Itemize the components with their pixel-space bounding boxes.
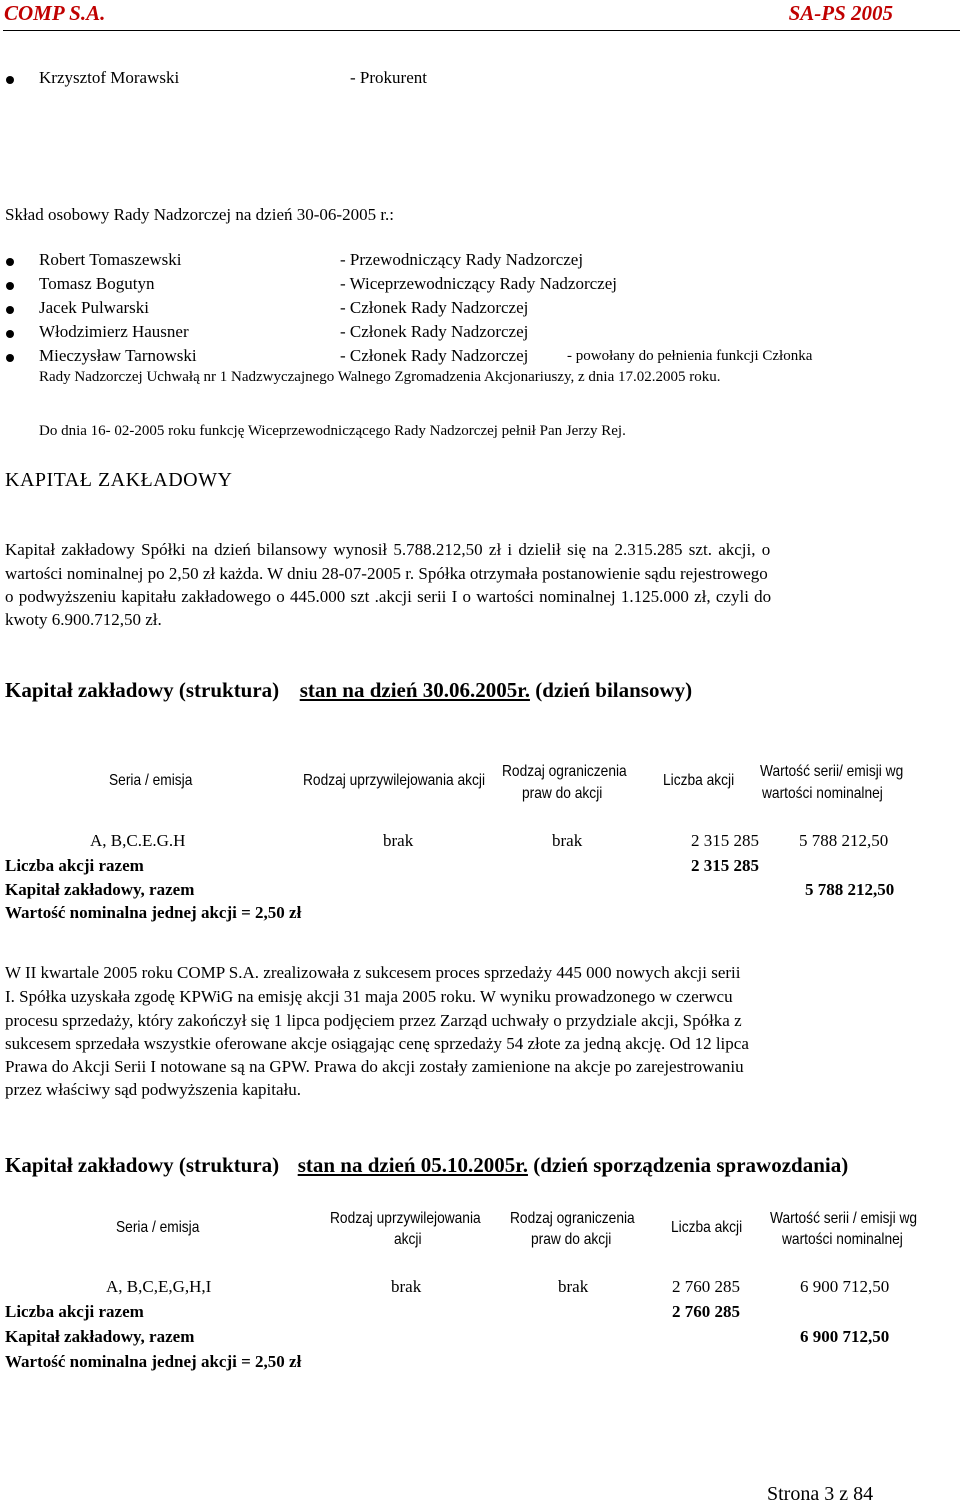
total-count: 2 760 285 [672, 1302, 740, 1321]
board-note-vice: Do dnia 16- 02-2005 roku funkcję Wiceprzewodniczącego Rady Nadzorczej pełnił Pan Jerzy Rej. [39, 423, 626, 439]
col-header-count: Liczba akcji [671, 1219, 743, 1236]
structure1-title-date: stan na dzień 30.06.2005r. [299, 678, 530, 702]
board-member-role: - Członek Rady Nadzorczej [340, 322, 529, 341]
header-divider [3, 30, 960, 31]
board-member-name: Jacek Pulwarski [39, 298, 150, 317]
total-count-label: Liczba akcji razem [5, 856, 144, 875]
capital-line: o podwyższeniu kapitału zakładowego o 445.000 szt .akcji serii I o wartości nominalnej 1.125.000 zł, czyli do [5, 587, 772, 606]
paragraph-line: przez właściwy sąd podwyższenia kapitału. [5, 1080, 301, 1099]
total-capital-label: Kapitał zakładowy, razem [5, 880, 195, 899]
board-member-role: - Wiceprzewodniczący Rady Nadzorczej [340, 274, 617, 293]
row-count: 2 760 285 [672, 1277, 740, 1296]
col-header-series: Seria / emisja [109, 772, 193, 789]
col-header-count: Liczba akcji [663, 772, 735, 789]
row-limit: brak [552, 831, 583, 850]
row-value: 6 900 712,50 [800, 1277, 890, 1296]
board-member-role: - Przewodniczący Rady Nadzorczej [340, 250, 584, 269]
company-header: COMP S.A. [4, 1, 106, 25]
row-count: 2 315 285 [691, 831, 759, 850]
page-number: Strona 3 z 84 [767, 1483, 874, 1505]
board-member-role: - Członek Rady Nadzorczej [340, 298, 529, 317]
prokurent-role: - Prokurent [350, 68, 427, 87]
bullet-icon [6, 330, 14, 338]
col-header-limit-2: praw do akcji [531, 1231, 612, 1248]
prokurent-name: Krzysztof Morawski [39, 68, 180, 87]
bullet-icon [6, 76, 14, 84]
col-header-limit-1: Rodzaj ograniczenia [502, 763, 627, 780]
structure1-title-post: (dzień bilansowy) [529, 678, 693, 702]
structure2-title-post: (dzień sporządzenia sprawozdania) [527, 1153, 849, 1177]
row-limit: brak [558, 1277, 589, 1296]
col-header-limit-1: Rodzaj ograniczenia [510, 1210, 635, 1227]
nominal-value-label: Wartość nominalna jednej akcji = 2,50 zł [5, 903, 302, 922]
bullet-icon [6, 258, 14, 266]
row-series: A, B,C,E,G,H,I [106, 1277, 212, 1296]
row-value: 5 788 212,50 [799, 831, 889, 850]
col-header-value-1: Wartość serii/ emisji wg [760, 763, 904, 780]
capital-line: Kapitał zakładowy Spółki na dzień bilansowy wynosił 5.788.212,50 zł i dzielił się na 2.315.285 szt. akcji, o [5, 540, 771, 559]
capital-line: kwoty 6.900.712,50 zł. [5, 610, 162, 629]
board-note-line2: Rady Nadzorczej Uchwałą nr 1 Nadzwyczajnego Walnego Zgromadzenia Akcjonariuszy, z dnia 17.02.2005 roku. [39, 369, 721, 385]
row-privilege: brak [391, 1277, 422, 1296]
col-header-privilege-2: akcji [394, 1231, 422, 1248]
board-member-name: Robert Tomaszewski [39, 250, 182, 269]
total-count-label: Liczba akcji razem [5, 1302, 144, 1321]
structure1-title-pre: Kapitał zakładowy (struktura) [5, 678, 280, 702]
paragraph-line: W II kwartale 2005 roku COMP S.A. zrealizowała z sukcesem proces sprzedaży 445 000 nowych akcji serii [5, 963, 741, 982]
board-member-name: Włodzimierz Hausner [39, 322, 189, 341]
total-capital: 6 900 712,50 [800, 1327, 890, 1346]
paragraph-line: I. Spółka uzyskała zgodę KPWiG na emisję akcji 31 maja 2005 roku. W wyniku prowadzonego w czerwcu [5, 987, 733, 1006]
col-header-limit-2: praw do akcji [522, 785, 603, 802]
row-series: A, B,C.E.G.H [90, 831, 186, 850]
bullet-icon [6, 282, 14, 290]
capital-title: KAPITAŁ ZAKŁADOWY [5, 469, 233, 491]
structure2-title [5, 1153, 848, 1178]
capital-line: wartości nominalnej po 2,50 zł każda. W dniu 28-07-2005 r. Spółka otrzymała postanowienie sądu rejestrowego [5, 564, 768, 583]
board-member-note: - powołany do pełnienia funkcji Członka [567, 348, 813, 364]
paragraph-line: procesu sprzedaży, który zakończył się 1 lipca podjęciem przez Zarząd uchwały o przydziale akcji, Spółka z [5, 1011, 742, 1030]
nominal-value-label: Wartość nominalna jednej akcji = 2,50 zł [5, 1352, 302, 1371]
col-header-value-2: wartości nominalnej [762, 785, 883, 802]
paragraph-line: sukcesem sprzedała wszystkie oferowane akcje osiągając cenę sprzedaży 54 złote za jedną akcję. Od 12 lipca [5, 1034, 749, 1053]
total-capital-label: Kapitał zakładowy, razem [5, 1327, 195, 1346]
col-header-value-2: wartości nominalnej [782, 1231, 903, 1248]
board-member-role: - Członek Rady Nadzorczej [340, 346, 529, 365]
total-count: 2 315 285 [691, 856, 759, 875]
col-header-privilege-1: Rodzaj uprzywilejowania [330, 1210, 481, 1227]
board-member-name: Tomasz Bogutyn [39, 274, 155, 293]
col-header-series: Seria / emisja [116, 1219, 200, 1236]
col-header-privilege: Rodzaj uprzywilejowania akcji [303, 772, 486, 789]
structure1-title [5, 678, 692, 703]
col-header-value-1: Wartość serii / emisji wg [770, 1210, 918, 1227]
board-member-name: Mieczysław Tarnowski [39, 346, 197, 365]
structure2-title-date: stan na dzień 05.10.2005r. [297, 1153, 528, 1177]
bullet-icon [6, 306, 14, 314]
row-privilege: brak [383, 831, 414, 850]
board-heading: Skład osobowy Rady Nadzorczej na dzień 30-06-2005 r.: [5, 205, 395, 224]
report-header: SA-PS 2005 [788, 1, 893, 25]
bullet-icon [6, 354, 14, 362]
structure2-title-pre: Kapitał zakładowy (struktura) [5, 1153, 280, 1177]
paragraph-line: Prawa do Akcji Serii I notowane są na GPW. Prawa do akcji zostały zamienione na akcje po zarejestrowaniu [5, 1057, 744, 1076]
total-capital: 5 788 212,50 [805, 880, 895, 899]
